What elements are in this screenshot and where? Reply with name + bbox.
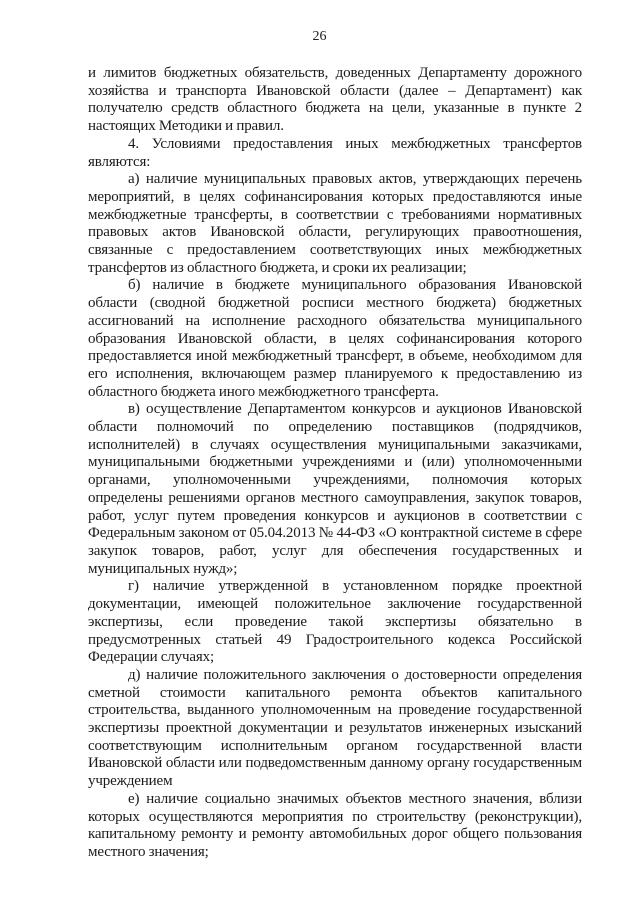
paragraph-item-e: е) наличие социально значимых объектов местного значения, вблизи которых осуществляются мероприятия по строительству (реконструкции), капитальному ремонту и ремонту автомобильных дорог общего пользования местного значения; [88,790,582,860]
paragraph-item-v: в) осуществление Департаментом конкурсов и аукционов Ивановской области полномочий по определению поставщиков (подрядчиков, исполнителей) в случаях осуществления муниципальными заказчиками, муниципальными бюджетными учреждениями и (или) уполномоченными органами, уполномоченными учреждениями, полномочия которых определены решениями органов местного самоуправления, закупок товаров, работ, услуг путем проведения конкурсов и аукционов в соответствии с Федеральным законом от 05.04.2013 № 44-ФЗ «О контрактной системе в сфере закупок товаров, работ, услуг для обеспечения государственных и муниципальных нужд»; [88,401,582,577]
page-number: 26 [312,29,327,44]
paragraph-clause-4: 4. Условиями предоставления иных межбюджетных трансфертов являются: [88,135,582,170]
paragraph-item-a: а) наличие муниципальных правовых актов, утверждающих перечень мероприятий, в целях софинансирования которых предоставляются иные межбюджетные трансферты, в соответствии с требованиями нормативных правовых актов Ивановской области, регулирующих правоотношения, связанные с предоставлением соответствующих иных межбюджетных трансфертов из областного бюджета, и сроки их реализации; [88,171,582,276]
paragraph-item-d: д) наличие положительного заключения о достоверности определения сметной стоимости капитального ремонта объектов капитального строительства, выданного уполномоченным на проведение государственной экспертизы проектной документации и результатов инженерных изысканий соответствующим исполнительным органом государственной власти Ивановской области или подведомственным данному органу государственным учреждением [88,666,582,790]
paragraph-item-g: г) наличие утвержденной в установленном порядке проектной документации, имеющей положительное заключение государственной экспертизы, если проведение такой экспертизы обязательно в предусмотренных статьей 49 Градостроительного кодекса Российской Федерации случаях; [88,578,582,666]
paragraph-item-b: б) наличие в бюджете муниципального образования Ивановской области (сводной бюджетной росписи местного бюджета) бюджетных ассигнований на исполнение расходного обязательства муниципального образования Ивановской области, в целях софинансирования которого предоставляется иной межбюджетный трансферт, в объеме, необходимом для его исполнения, включающем размер планируемого к предоставлению из областного бюджета иного межбюджетного трансферта. [88,277,582,400]
document-body [88,65,582,862]
paragraph-continuation: и лимитов бюджетных обязательств, доведенных Департаменту дорожного хозяйства и транспорта Ивановской области (далее – Департамент) как получателю средств областного бюджета на цели, указанные в пункте 2 настоящих Методики и правил. [88,65,582,135]
